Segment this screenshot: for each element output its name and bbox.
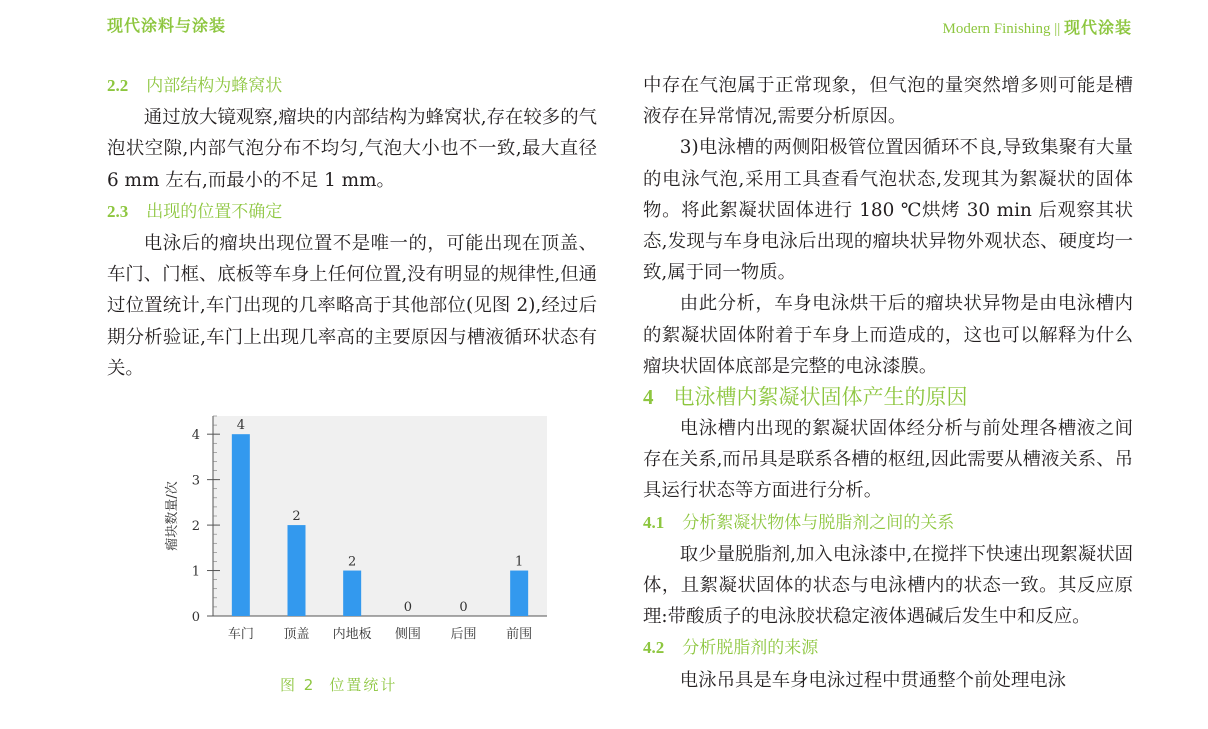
paragraph: 电泳吊具是车身电泳过程中贯通整个前处理电泳 [679, 669, 1067, 691]
data-label: 0 [403, 600, 412, 615]
data-label: 2 [292, 509, 301, 525]
section-4-heading [643, 382, 1133, 413]
data-label: 1 [515, 554, 524, 570]
y-tick-label: 3 [191, 473, 200, 489]
section-title: 电泳槽内絮凝状固体产生的原因 [673, 385, 968, 410]
x-tick-label: 侧围 [394, 627, 421, 642]
journal-title-en: Modern Finishing [942, 21, 1051, 37]
data-label: 0 [459, 600, 468, 615]
bar [288, 525, 306, 616]
journal-title-cn: 现代涂装 [1063, 18, 1132, 37]
bar [510, 571, 528, 616]
journal-title-left: 现代涂料与涂装 [107, 16, 227, 35]
section-number: 2.2 [107, 76, 129, 95]
y-axis-title: 瘤块数量/次 [165, 481, 180, 551]
section-number: 4 [643, 385, 654, 410]
paragraph: 电泳后的瘤块出现位置不是唯一的，可能出现在顶盖、车门、门框、底板等车身上任何位置,没有明显的规律性,但通过位置统计,车门出现的几率略高于其他部位(见图 2),经过后期分析验证,车门上出现几率高的主要原因与槽液循环状态有关。 [107, 233, 597, 379]
data-label: 4 [236, 418, 245, 434]
data-label: 2 [348, 554, 357, 570]
plot-area [213, 416, 547, 616]
y-tick-label: 2 [191, 519, 200, 535]
bar-chart [160, 408, 560, 658]
left-column [107, 70, 597, 384]
header-separator: || [1050, 21, 1064, 37]
section-2-2-heading [107, 70, 597, 102]
section-title: 分析絮凝状物体与脱脂剂之间的关系 [682, 512, 955, 533]
section-number: 4.1 [643, 512, 665, 532]
journal-title-right [943, 15, 1132, 38]
x-tick-label: 内地板 [332, 627, 372, 642]
section-4-1-heading [643, 507, 1133, 539]
x-tick-label: 车门 [227, 627, 254, 642]
x-tick-label: 顶盖 [283, 627, 310, 642]
section-2-3-heading [107, 196, 597, 228]
y-tick-label: 4 [191, 428, 200, 444]
bar [232, 434, 250, 616]
paragraph: 由此分析，车身电泳烘干后的瘤块状异物是由电泳槽内的絮凝状固体附着于车身上而造成的，这也可以解释为什么瘤块状固体底部是完整的电泳漆膜。 [643, 293, 1133, 377]
right-column [643, 70, 1133, 696]
paragraph: 3)电泳槽的两侧阳极管位置因循环不良,导致集聚有大量的电泳气泡,采用工具查看气泡状态,发现其为絮凝状的固体物。将此絮凝状固体进行 180 ℃烘烤 30 min 后观察其状态,发现与车身电泳后出现的瘤块状异物外观状态、硬度均一致,属于同一物质。 [643, 137, 1133, 284]
section-4-2-heading [643, 632, 1133, 664]
bar [343, 571, 361, 616]
y-tick-label: 0 [191, 610, 200, 625]
y-tick-label: 1 [191, 564, 200, 580]
x-tick-label: 前围 [506, 627, 533, 642]
section-title: 分析脱脂剂的来源 [682, 638, 819, 659]
section-number: 4.2 [643, 638, 665, 658]
section-number: 2.3 [107, 201, 129, 221]
figure-caption-text: 位置统计 [329, 676, 398, 694]
paragraph: 中存在气泡属于正常现象，但气泡的量突然增多则可能是槽液存在异常情况,需要分析原因。 [643, 75, 1133, 128]
figure-number: 图 2 [280, 676, 316, 694]
section-title: 内部结构为蜂窝状 [146, 76, 283, 96]
section-title: 出现的位置不确定 [146, 201, 283, 222]
figure-caption [280, 674, 397, 695]
paragraph: 取少量脱脂剂,加入电泳漆中,在搅拌下快速出现絮凝状固体，且絮凝状固体的状态与电泳槽内的状态一致。其反应原理:带酸质子的电泳胶状稳定液体遇碱后发生中和反应。 [643, 543, 1133, 628]
paragraph: 通过放大镜观察,瘤块的内部结构为蜂窝状,存在较多的气泡状空隙,内部气泡分布不均匀,气泡大小也不一致,最大直径 6 mm 左右,而最小的不足 1 mm。 [107, 107, 597, 191]
paragraph: 电泳槽内出现的絮凝状固体经分析与前处理各槽液之间存在关系,而吊具是联系各槽的枢纽,因此需要从槽液关系、吊具运行状态等方面进行分析。 [643, 418, 1133, 502]
x-tick-label: 后围 [450, 627, 477, 642]
